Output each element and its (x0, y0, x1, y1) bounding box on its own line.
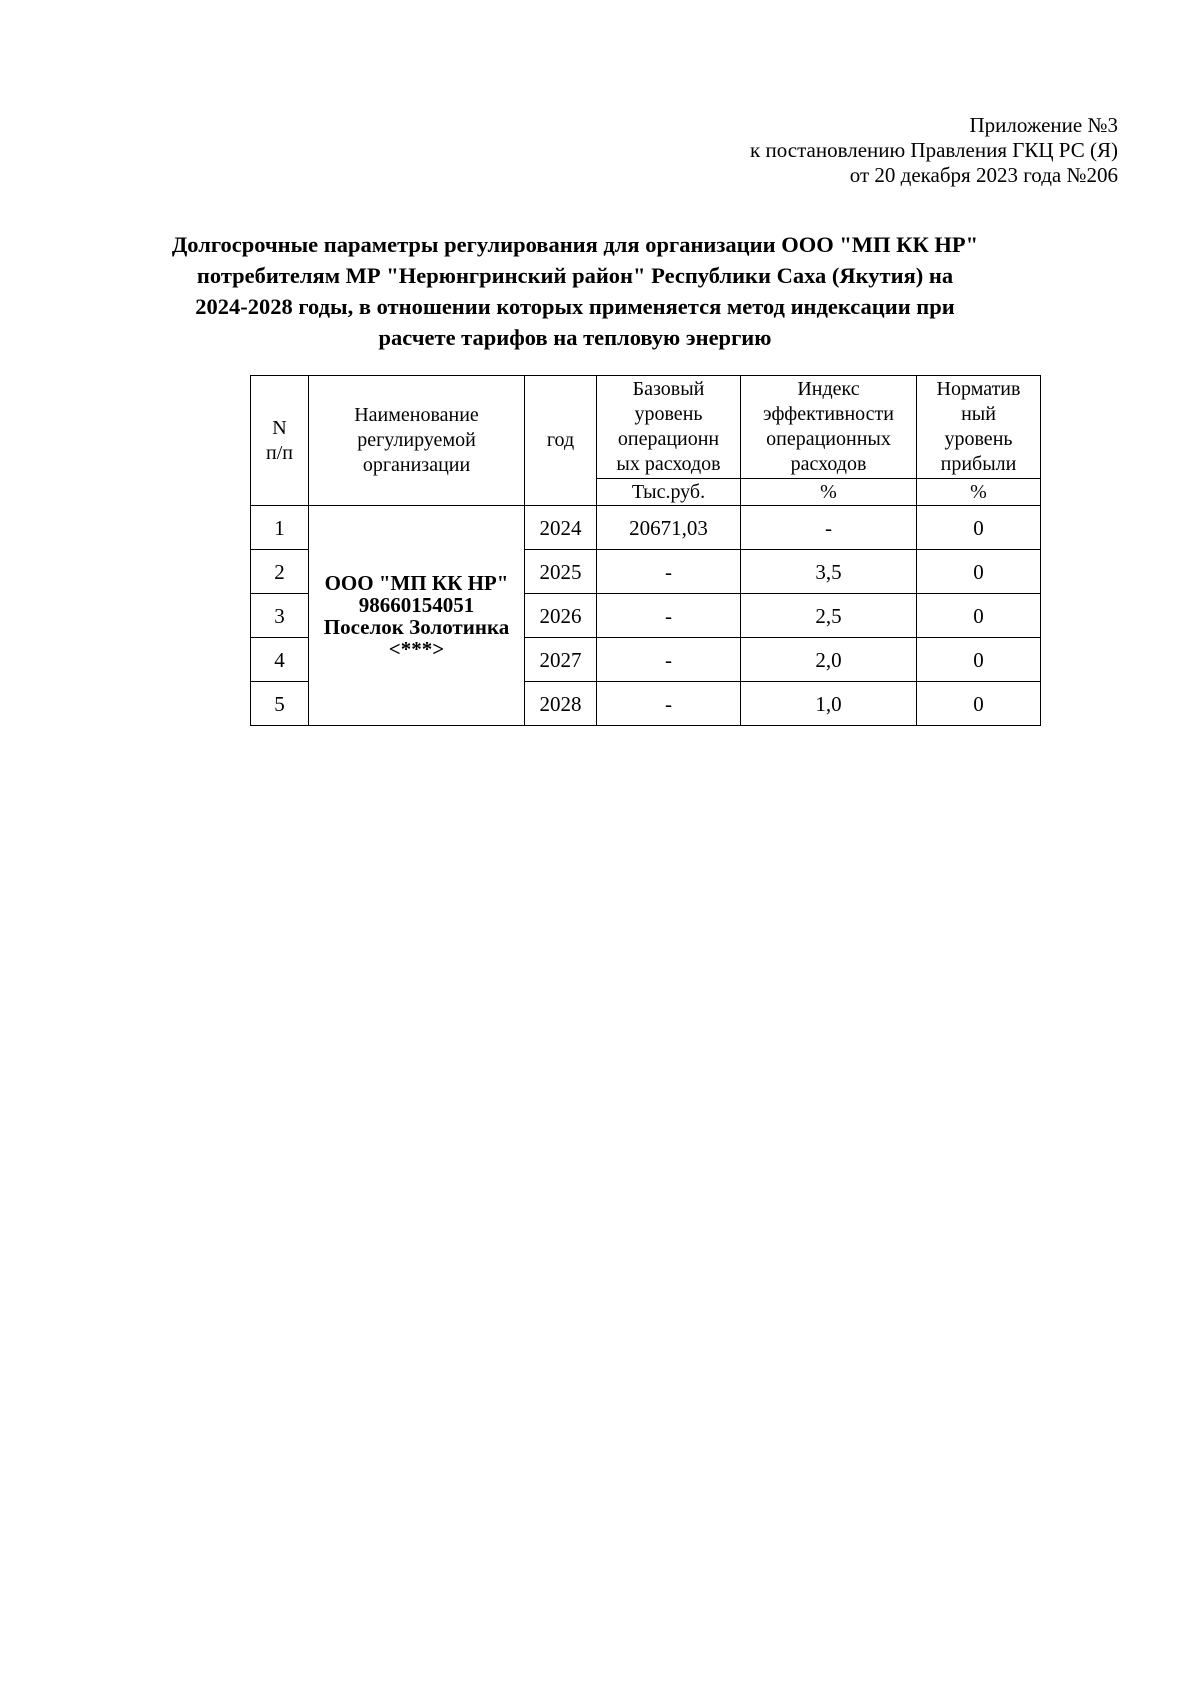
document-title (130, 229, 1020, 353)
row-number: 2 (251, 550, 309, 594)
row-index: - (741, 506, 917, 550)
row-profit: 0 (917, 594, 1041, 638)
appendix-date: от 20 декабря 2023 года №206 (849, 163, 1118, 187)
row-base: - (597, 682, 741, 726)
row-year: 2025 (525, 550, 597, 594)
row-year: 2028 (525, 682, 597, 726)
row-index: 2,0 (741, 638, 917, 682)
unit-index: % (741, 479, 917, 506)
title-line: Долгосрочные параметры регулирования для организации ООО "МП КК НР" (171, 232, 979, 257)
header-number: N п/п (251, 376, 309, 506)
row-number: 4 (251, 638, 309, 682)
unit-base: Тыс.руб. (597, 479, 741, 506)
row-index: 2,5 (741, 594, 917, 638)
row-year: 2024 (525, 506, 597, 550)
row-number: 5 (251, 682, 309, 726)
org-note: <***> (388, 636, 445, 661)
row-year: 2027 (525, 638, 597, 682)
row-profit: 0 (917, 638, 1041, 682)
row-profit: 0 (917, 682, 1041, 726)
header-efficiency-index: Индекс эффективности операционных расходов (741, 376, 917, 479)
header-base-level: Базовый уровень операционн ых расходов (597, 376, 741, 479)
row-index: 3,5 (741, 550, 917, 594)
org-name: ООО "МП КК НР" (324, 570, 509, 595)
appendix-note (750, 113, 1118, 188)
unit-profit: % (917, 479, 1041, 506)
row-base: - (597, 638, 741, 682)
table-header-row (251, 376, 1041, 479)
organization-cell (309, 506, 525, 726)
row-base: - (597, 594, 741, 638)
org-location: Поселок Золотинка (323, 614, 510, 639)
row-profit: 0 (917, 550, 1041, 594)
title-line: 2024-2028 годы, в отношении которых применяется метод индексации при (195, 294, 955, 319)
parameters-table (250, 375, 1041, 726)
header-organization: Наименование регулируемой организации (309, 376, 525, 506)
row-number: 1 (251, 506, 309, 550)
org-id: 98660154051 (358, 592, 475, 617)
title-line: потребителям МР "Нерюнгринский район" Республики Саха (Якутия) на (196, 263, 954, 288)
row-year: 2026 (525, 594, 597, 638)
header-profit-level: Норматив ный уровень прибыли (917, 376, 1041, 479)
row-base: 20671,03 (597, 506, 741, 550)
header-year: год (525, 376, 597, 506)
title-line: расчете тарифов на тепловую энергию (378, 325, 772, 350)
row-index: 1,0 (741, 682, 917, 726)
appendix-number: Приложение №3 (969, 113, 1118, 137)
table-row (251, 506, 1041, 550)
row-number: 3 (251, 594, 309, 638)
row-profit: 0 (917, 506, 1041, 550)
row-base: - (597, 550, 741, 594)
appendix-resolution: к постановлению Правления ГКЦ РС (Я) (750, 138, 1118, 162)
